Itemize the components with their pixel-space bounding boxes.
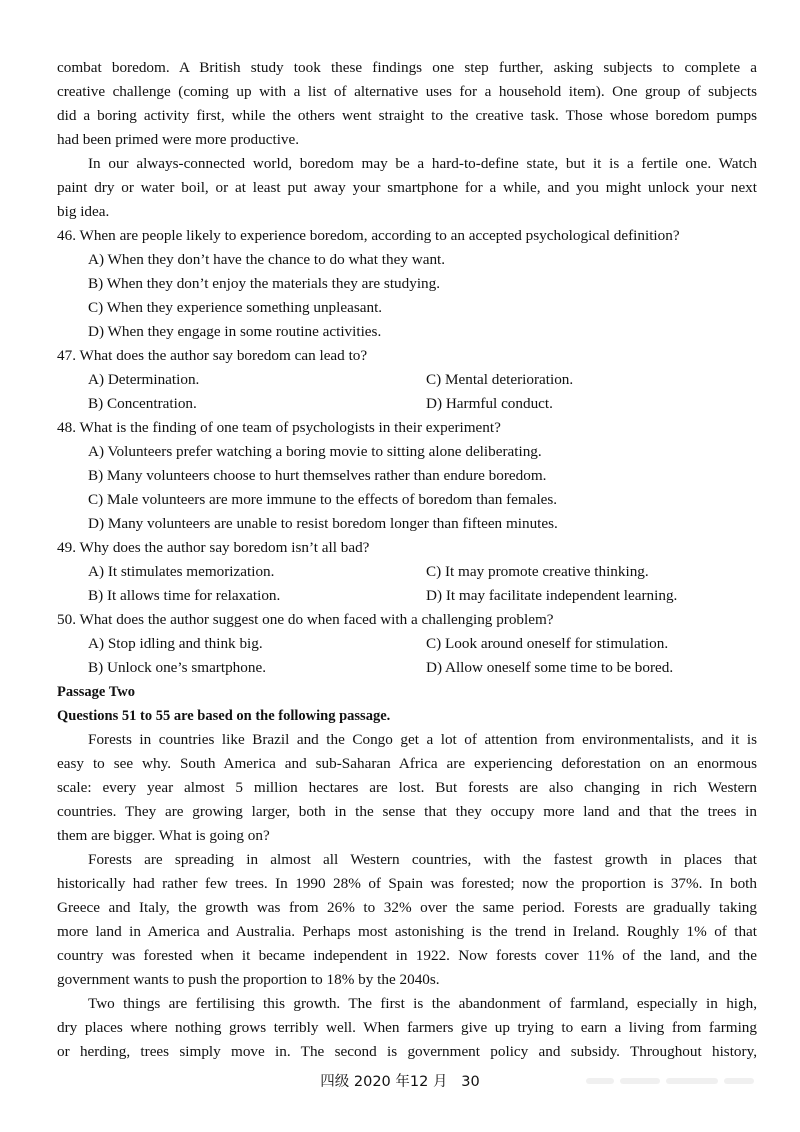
- passage-line: or herding, trees simply move in. The second is government policy and subsidy. Throughout history,: [57, 1043, 757, 1060]
- passage-line: countries. They are growing larger, both in the sense that they occupy more land and that the trees in: [57, 803, 757, 820]
- passage-line: combat boredom. A British study took these findings one step further, asking subjects to complete a: [57, 59, 757, 76]
- passage-line: dry places where nothing grows terribly well. When farmers give up trying to earn a living from farming: [57, 1019, 757, 1036]
- passage-line: more land in America and Australia. Perhaps most astonishing is the trend in Ireland. Roughly 1% of that: [57, 923, 757, 940]
- watermark: [586, 1072, 766, 1086]
- answer-option: D) Allow oneself some time to be bored.: [426, 659, 674, 676]
- answer-option: D) It may facilitate independent learning.: [426, 587, 678, 604]
- question-stem: 48. What is the finding of one team of psychologists in their experiment?: [57, 419, 501, 436]
- question-stem: 50. What does the author suggest one do when faced with a challenging problem?: [57, 611, 554, 628]
- passage-line: government wants to push the proportion to 18% by the 2040s.: [57, 971, 440, 988]
- question-stem: 47. What does the author say boredom can lead to?: [57, 347, 368, 364]
- passage-line: creative challenge (coming up with a list of alternative uses for a household item). One group of subjects: [57, 83, 757, 100]
- answer-option: A) Determination.: [88, 371, 200, 388]
- answer-option: C) Male volunteers are more immune to the effects of boredom than females.: [88, 491, 558, 508]
- passage-line: easy to see why. South America and sub-Saharan Africa are experiencing deforestation on an enormous: [57, 755, 757, 772]
- answer-option: B) Many volunteers choose to hurt themselves rather than endure boredom.: [88, 467, 547, 484]
- answer-option: C) When they experience something unpleasant.: [88, 299, 383, 316]
- answer-option: B) Unlock one’s smartphone.: [88, 659, 267, 676]
- passage-line: did a boring activity first, while the others went straight to the creative task. Those whose boredom pumps: [57, 107, 757, 124]
- passage-instruction: Questions 51 to 55 are based on the following passage.: [57, 708, 391, 724]
- answer-option: C) It may promote creative thinking.: [426, 563, 649, 580]
- passage-line: country was forested when it became independent in 1922. Now forests cover 11% of the land, and the: [57, 947, 757, 964]
- question-stem: 46. When are people likely to experience boredom, according to an accepted psychological definition?: [57, 227, 680, 244]
- passage-line: Greece and Italy, the growth was from 26% to 32% over the same period. Forests are gradually taking: [57, 899, 757, 916]
- passage-line: big idea.: [57, 203, 110, 220]
- passage-line: In our always-connected world, boredom may be a hard-to-define state, but it is a fertile one. Watch: [88, 155, 757, 172]
- passage-title: Passage Two: [57, 684, 136, 700]
- answer-option: D) Many volunteers are unable to resist boredom longer than fifteen minutes.: [88, 515, 558, 532]
- page-footer: 四级 2020 年12 月 30: [320, 1074, 480, 1090]
- answer-option: B) Concentration.: [88, 395, 197, 412]
- passage-line: paint dry or water boil, or at least put away your smartphone for a while, and you might unlock your next: [57, 179, 757, 196]
- answer-option: C) Look around oneself for stimulation.: [426, 635, 669, 652]
- answer-option: A) Volunteers prefer watching a boring movie to sitting alone deliberating.: [88, 443, 542, 460]
- answer-option: D) Harmful conduct.: [426, 395, 553, 412]
- answer-option: C) Mental deterioration.: [426, 371, 574, 388]
- answer-option: A) Stop idling and think big.: [88, 635, 263, 652]
- answer-option: B) It allows time for relaxation.: [88, 587, 281, 604]
- answer-option: A) It stimulates memorization.: [88, 563, 275, 580]
- passage-line: had been primed were more productive.: [57, 131, 300, 148]
- passage-line: them are bigger. What is going on?: [57, 827, 270, 844]
- answer-option: D) When they engage in some routine activities.: [88, 323, 382, 340]
- question-stem: 49. Why does the author say boredom isn’t all bad?: [57, 539, 370, 556]
- passage-line: scale: every year almost 5 million hectares are lost. But forests are also changing in rich Western: [57, 779, 757, 796]
- passage-line: Forests are spreading in almost all Western countries, with the fastest growth in places that: [88, 851, 757, 868]
- answer-option: A) When they don’t have the chance to do what they want.: [88, 251, 446, 268]
- passage-line: historically had rather few trees. In 1990 28% of Spain was forested; now the proportion is 37%. In both: [57, 875, 757, 892]
- answer-option: B) When they don’t enjoy the materials they are studying.: [88, 275, 441, 292]
- passage-line: Two things are fertilising this growth. The first is the abandonment of farmland, especially in high,: [88, 995, 757, 1012]
- passage-line: Forests in countries like Brazil and the Congo get a lot of attention from environmentalists, and it is: [88, 731, 757, 748]
